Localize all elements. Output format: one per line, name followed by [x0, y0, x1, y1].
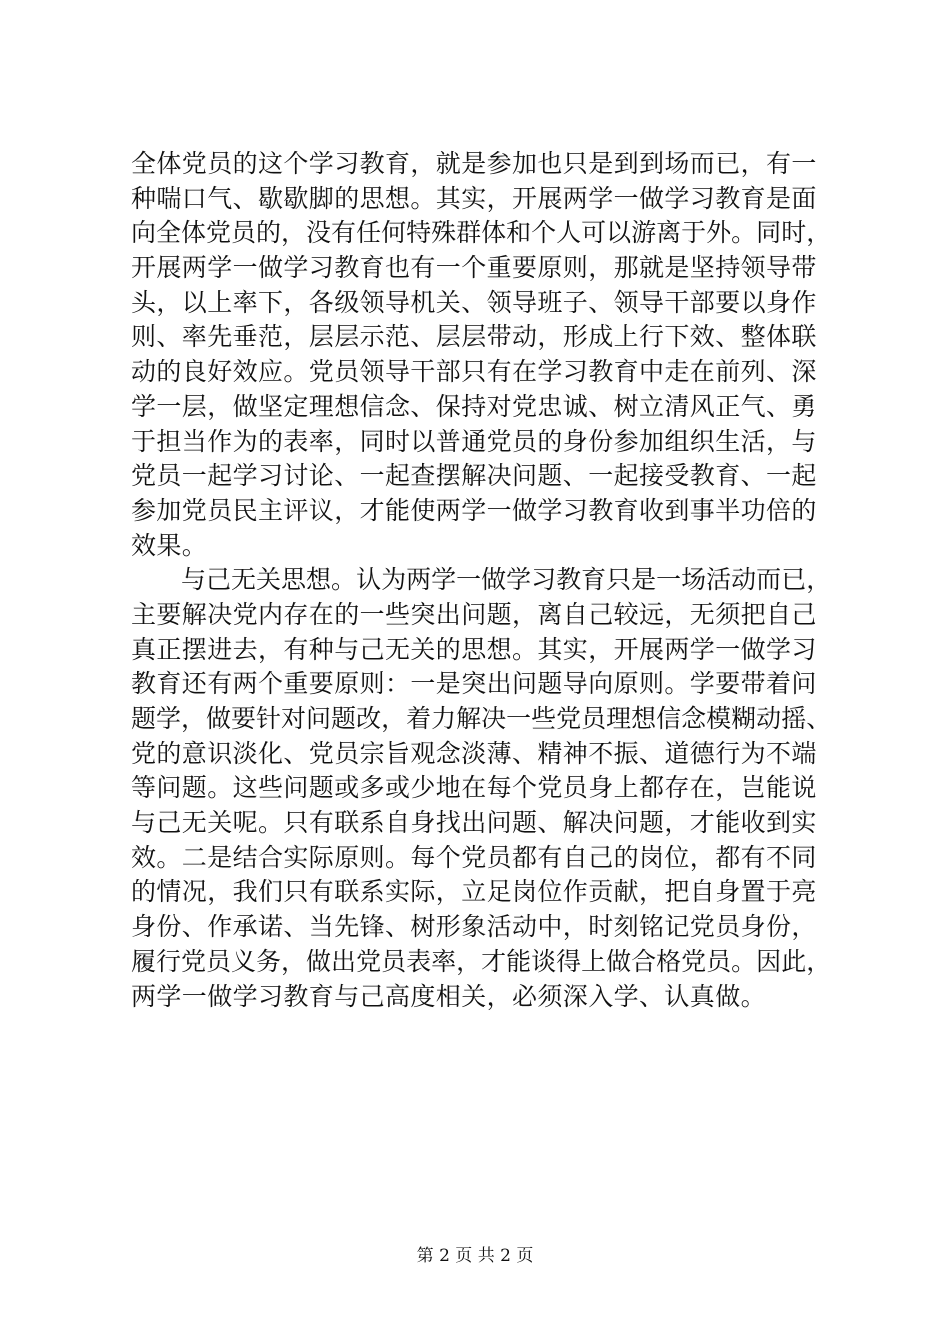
- body-text-line: 履行党员义务，做出党员表率，才能谈得上做合格党员。因此，: [131, 946, 832, 976]
- body-text-line: 于担当作为的表率，同时以普通党员的身份参加组织生活，与: [131, 426, 817, 456]
- body-text-line: 题学，做要针对问题改，着力解决一些党员理想信念模糊动摇、: [131, 704, 832, 733]
- body-text-line: 效果。: [131, 530, 208, 560]
- body-text-line: 身份、作承诺、当先锋、树形象活动中，时刻铭记党员身份，: [131, 912, 817, 942]
- body-text-line: 与己无关呢。只有联系自身找出问题、解决问题，才能收到实: [131, 808, 817, 838]
- body-text-line: 主要解决党内存在的一些突出问题，离自己较远，无须把自己: [131, 599, 817, 629]
- body-text-line: 等问题。这些问题或多或少地在每个党员身上都存在，岂能说: [131, 773, 817, 803]
- body-text-line: 的情况，我们只有联系实际，立足岗位作贡献，把自身置于亮: [131, 877, 817, 907]
- body-text-line: 学一层，做坚定理想信念、保持对党忠诚、树立清风正气、勇: [131, 391, 817, 421]
- body-text-line: 参加党员民主评议，才能使两学一做学习教育收到事半功倍的: [131, 495, 817, 525]
- body-text-line: 种喘口气、歇歇脚的思想。其实，开展两学一做学习教育是面: [131, 183, 817, 213]
- page-footer: 第 2 页 共 2 页: [416, 1246, 534, 1266]
- body-text-line: 开展两学一做学习教育也有一个重要原则，那就是坚持领导带: [131, 253, 817, 283]
- body-text-line: 党的意识淡化、党员宗旨观念淡薄、精神不振、道德行为不端: [131, 738, 817, 768]
- body-text-line: 与己无关思想。认为两学一做学习教育只是一场活动而已，: [131, 565, 832, 595]
- body-text-line: 效。二是结合实际原则。每个党员都有自己的岗位，都有不同: [131, 842, 817, 872]
- body-text-line: 全体党员的这个学习教育，就是参加也只是到到场而已，有一: [131, 149, 817, 178]
- body-text-line: 动的良好效应。党员领导干部只有在学习教育中走在前列、深: [131, 357, 817, 387]
- body-text-line: 真正摆进去，有种与己无关的思想。其实，开展两学一做学习: [131, 634, 817, 664]
- body-text-line: 党员一起学习讨论、一起查摆解决问题、一起接受教育、一起: [131, 461, 817, 491]
- document-body: [131, 147, 831, 1014]
- body-text-line: 则、率先垂范，层层示范、层层带动，形成上行下效、整体联: [131, 322, 817, 352]
- body-text-line: 向全体党员的，没有任何特殊群体和个人可以游离于外。同时，: [131, 218, 832, 248]
- body-text-line: 教育还有两个重要原则：一是突出问题导向原则。学要带着问: [131, 669, 817, 699]
- body-text-line: 头，以上率下，各级领导机关、领导班子、领导干部要以身作: [131, 287, 817, 317]
- body-text-line: 两学一做学习教育与己高度相关，必须深入学、认真做。: [131, 981, 767, 1011]
